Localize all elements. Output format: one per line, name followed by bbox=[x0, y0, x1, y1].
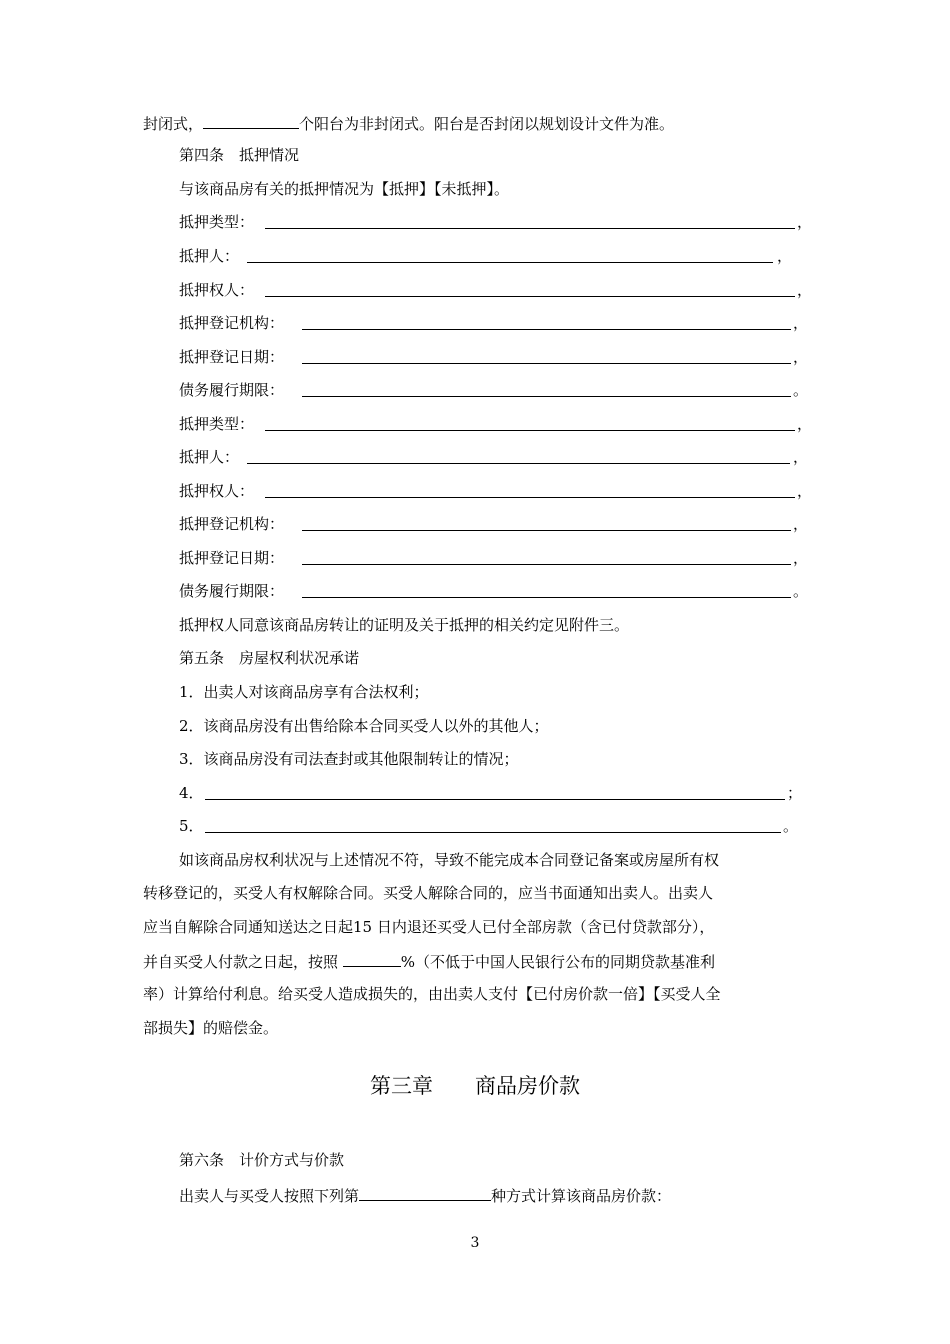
promise-5 bbox=[179, 816, 819, 836]
debt-term-field-1 bbox=[179, 380, 819, 400]
punct: ， bbox=[797, 415, 813, 433]
page-number: 3 bbox=[470, 1235, 480, 1251]
article-4-heading: 第四条 抵押情况 bbox=[179, 146, 300, 164]
mortgagee-label: 抵押权人： bbox=[179, 482, 255, 500]
mortgage-intro: 与该商品房有关的抵押情况为【抵押】【未抵押】。 bbox=[179, 180, 510, 198]
mortgage-type-label: 抵押类型： bbox=[179, 415, 255, 433]
registration-agency-label: 抵押登记机构： bbox=[179, 515, 285, 533]
registration-date-field-1 bbox=[179, 347, 819, 367]
registration-agency-blank[interactable] bbox=[302, 328, 791, 330]
mortgagor-blank[interactable] bbox=[247, 261, 773, 263]
mortgagee-field-1 bbox=[179, 280, 819, 300]
punct: ， bbox=[793, 348, 809, 366]
registration-date-blank[interactable] bbox=[302, 563, 791, 565]
paragraph-line-4a: 并自买受人付款之日起，按照 bbox=[143, 953, 339, 971]
registration-agency-field-2 bbox=[179, 514, 819, 534]
promise-4-blank[interactable] bbox=[205, 798, 785, 800]
punct: 。 bbox=[783, 817, 799, 835]
promise-1: 1．出卖人对该商品房享有合法权利； bbox=[179, 683, 429, 701]
registration-date-blank[interactable] bbox=[302, 362, 791, 364]
promise-5-blank[interactable] bbox=[205, 831, 781, 833]
punct: ， bbox=[793, 448, 809, 466]
promise-4 bbox=[179, 783, 819, 803]
balcony-count-blank[interactable] bbox=[203, 112, 299, 129]
debt-term-blank[interactable] bbox=[302, 395, 791, 397]
mortgagee-label: 抵押权人： bbox=[179, 281, 255, 299]
paragraph-line-5: 率）计算给付利息。给买受人造成损失的，由出卖人支付【已付房价款一倍】【买受人全 bbox=[143, 985, 721, 1003]
pricing-method-b: 种方式计算该商品房价款： bbox=[491, 1187, 672, 1205]
paragraph-line-3: 应当自解除合同通知送达之日起15 日内退还买受人已付全部房款（含已付贷款部分）， bbox=[143, 918, 715, 936]
registration-date-label: 抵押登记日期： bbox=[179, 549, 285, 567]
promise-5-number: 5． bbox=[179, 817, 204, 835]
registration-date-label: 抵押登记日期： bbox=[179, 348, 285, 366]
mortgagee-field-2 bbox=[179, 481, 819, 501]
mortgage-type-blank[interactable] bbox=[265, 227, 795, 229]
balcony-line bbox=[143, 112, 674, 134]
paragraph-line-2: 转移登记的，买受人有权解除合同。买受人解除合同的，应当书面通知出卖人。出卖人 bbox=[143, 884, 714, 902]
mortgage-type-blank[interactable] bbox=[265, 429, 795, 431]
pricing-method-blank[interactable] bbox=[359, 1184, 491, 1201]
punct: ， bbox=[793, 549, 809, 567]
debt-term-label: 债务履行期限： bbox=[179, 381, 285, 399]
article-5-heading: 第五条 房屋权利状况承诺 bbox=[179, 649, 360, 667]
punct: ， bbox=[797, 281, 813, 299]
mortgagee-blank[interactable] bbox=[265, 295, 795, 297]
punct: ， bbox=[797, 482, 813, 500]
punct: 。 bbox=[793, 582, 809, 600]
registration-agency-field-1 bbox=[179, 313, 819, 333]
chapter-title: 第三章 商品房价款 bbox=[370, 1074, 580, 1098]
registration-date-field-2 bbox=[179, 548, 819, 568]
article-6-heading: 第六条 计价方式与价款 bbox=[179, 1151, 345, 1169]
punct: 。 bbox=[793, 381, 809, 399]
balcony-text-a: 封闭式， bbox=[143, 115, 204, 133]
registration-agency-label: 抵押登记机构： bbox=[179, 314, 285, 332]
paragraph-line-6: 部损失】的赔偿金。 bbox=[143, 1019, 279, 1037]
debt-term-label: 债务履行期限： bbox=[179, 582, 285, 600]
punct: ， bbox=[793, 515, 809, 533]
promise-2: 2．该商品房没有出售给除本合同买受人以外的其他人； bbox=[179, 717, 549, 735]
debt-term-field-2 bbox=[179, 581, 819, 601]
promise-4-number: 4． bbox=[179, 784, 204, 802]
pricing-method-a: 出卖人与买受人按照下列第 bbox=[179, 1187, 360, 1205]
punct: ， bbox=[793, 314, 809, 332]
debt-term-blank[interactable] bbox=[302, 596, 791, 598]
mortgagee-blank[interactable] bbox=[265, 496, 795, 498]
mortgagor-blank[interactable] bbox=[247, 462, 790, 464]
mortgagor-label: 抵押人： bbox=[179, 247, 240, 265]
mortgagor-field-1 bbox=[179, 246, 819, 266]
mortgage-type-field-1 bbox=[179, 212, 819, 232]
interest-rate-blank[interactable] bbox=[343, 950, 401, 967]
paragraph-line-1: 如该商品房权利状况与上述情况不符，导致不能完成本合同登记备案或房屋所有权 bbox=[179, 851, 720, 869]
pricing-method-line bbox=[179, 1184, 671, 1206]
registration-agency-blank[interactable] bbox=[302, 529, 791, 531]
mortgage-note: 抵押权人同意该商品房转让的证明及关于抵押的相关约定见附件三。 bbox=[179, 616, 630, 634]
paragraph-line-4b: %（不低于中国人民银行公布的同期贷款基准利 bbox=[400, 953, 716, 971]
mortgage-type-field-2 bbox=[179, 414, 819, 434]
punct: ， bbox=[797, 213, 813, 231]
mortgagor-field-2 bbox=[179, 447, 819, 467]
paragraph-line-4 bbox=[143, 950, 715, 972]
mortgagor-label: 抵押人： bbox=[179, 448, 240, 466]
punct: ； bbox=[787, 784, 803, 802]
balcony-text-b: 个阳台为非封闭式。阳台是否封闭以规划设计文件为准。 bbox=[299, 115, 675, 133]
promise-3: 3．该商品房没有司法查封或其他限制转让的情况； bbox=[179, 750, 519, 768]
mortgage-type-label: 抵押类型： bbox=[179, 213, 255, 231]
punct: ， bbox=[777, 247, 793, 265]
